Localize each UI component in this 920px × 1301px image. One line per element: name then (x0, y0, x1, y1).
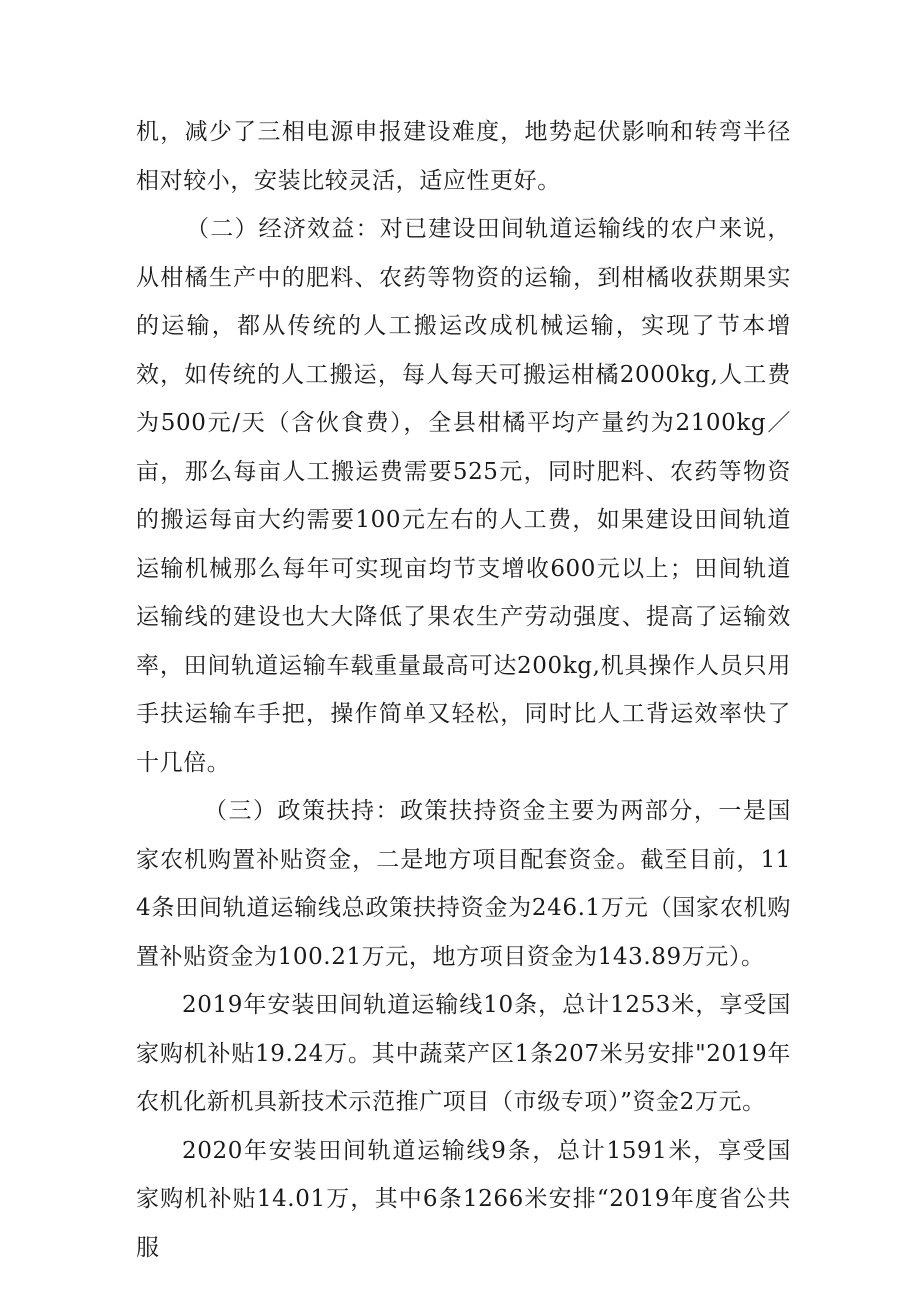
paragraph-policy-support: （三）政策扶持：政策扶持资金主要为两部分，一是国家农机购置补贴资金，二是地方项目配套资金。截至目前，114条田间轨道运输线总政策扶持资金为246.1万元（国家农机购置补贴资金为100.21万元，地方项目资金为143.89万元）。 (136, 798, 791, 970)
paragraph-continuation: 机，减少了三相电源申报建设难度，地势起伏影响和转弯半径相对较小，安装比较灵活，适应性更好。 (136, 119, 791, 194)
document-body (136, 108, 791, 1272)
paragraph-2020-installation: 2020年安装田间轨道运输线9条，总计1591米，享受国家购机补贴14.01万，其中6条1266米安排“2019年度省公共服 (136, 1137, 791, 1261)
paragraph-economic-benefit: （二）经济效益：对已建设田间轨道运输线的农户来说，从柑橘生产中的肥料、农药等物资的运输，到柑橘收获期果实的运输，都从传统的人工搬运改成机械运输，实现了节本增效，如传统的人工搬运，每人每天可搬运柑橘2000kg,人工费为500元/天（含伙食费），全县柑橘平均产量约为2100kg／亩，那么每亩人工搬运费需要525元，同时肥料、农药等物资的搬运每亩大约需要100元左右的人工费，如果建设田间轨道运输机械那么每年可实现亩均节支增收600元以上；田间轨道运输线的建设也大大降低了果农生产劳动强度、提高了运输效率，田间轨道运输车载重量最高可达200kg,机具操作人员只用手扶运输车手把，操作简单又轻松，同时比人工背运效率快了十几倍。 (136, 216, 791, 776)
paragraph-2019-installation: 2019年安装田间轨道运输线10条，总计1253米，享受国家购机补贴19.24万。其中蔬菜产区1条207米另安排"2019年农机化新机具新技术示范推广项目（市级专项）”资金2万元。 (136, 992, 791, 1115)
